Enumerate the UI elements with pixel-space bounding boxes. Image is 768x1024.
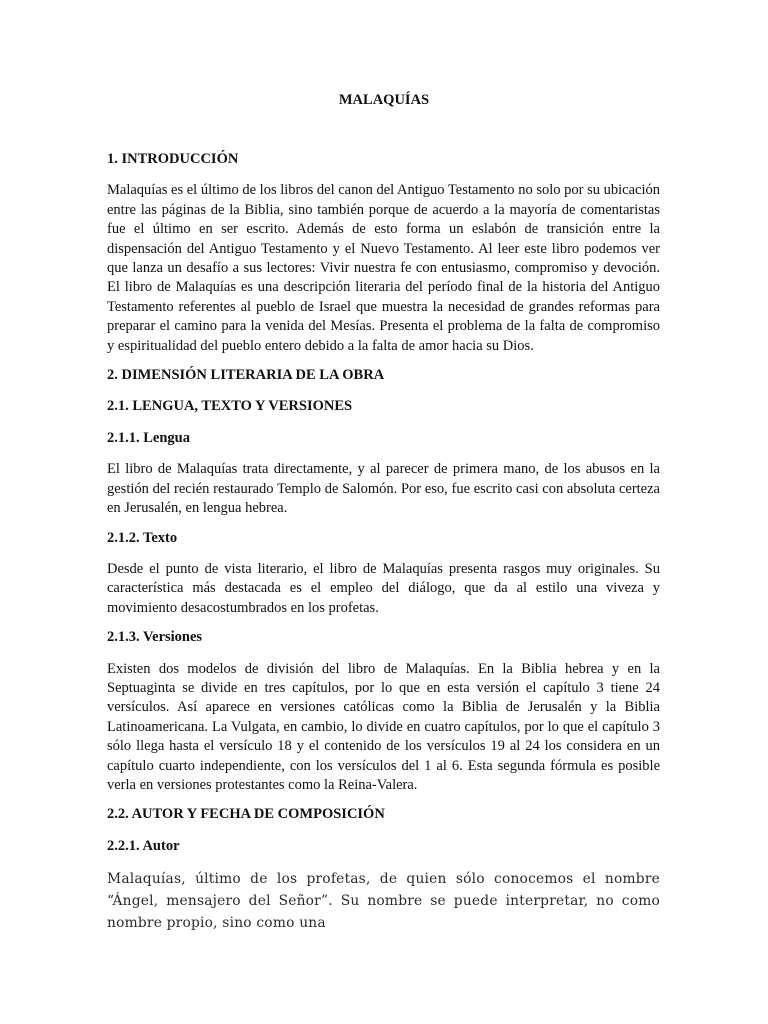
paragraph-lengua: El libro de Malaquías trata directamente, y al parecer de primera mano, de los abusos en la gestión del recién restaurado Templo de Salomón. Por eso, fue escrito casi con absoluta certeza en Jerusalén, en lengua hebrea.	[107, 461, 660, 517]
heading-lengua-texto-versiones: 2.1. LENGUA, TEXTO Y VERSIONES	[107, 398, 353, 415]
heading-autor: 2.2.1. Autor	[107, 837, 180, 854]
heading-lengua: 2.1.1. Lengua	[107, 429, 190, 446]
heading-dimension-literaria: 2. DIMENSIÓN LITERARIA DE LA OBRA	[107, 367, 385, 384]
document-body	[107, 150, 660, 934]
heading-introduccion: 1. INTRODUCCIÓN	[107, 151, 239, 167]
paragraph-texto: Desde el punto de vista literario, el libro de Malaquías presenta rasgos muy originales. Su característica más destacada es el empleo del diálogo, que da al estilo una viveza y movimiento desacostumbrados en los profetas.	[107, 560, 660, 616]
heading-versiones: 2.1.3. Versiones	[107, 629, 203, 646]
document-title: MALAQUÍAS	[338, 92, 430, 108]
heading-texto: 2.1.2. Texto	[107, 529, 178, 546]
paragraph-autor: Malaquías, último de los profetas, de quien sólo conocemos el nombre “Ángel, mensajero del Señor”. Su nombre se puede interpretar, no como nombre propio, sino como una	[107, 871, 660, 932]
paragraph-introduccion: Malaquías es el último de los libros del canon del Antiguo Testamento no solo por su ubicación entre las páginas de la Biblia, sino también porque de acuerdo a la mayoría de comentaristas fue el último en ser escrito. Además de esto forma un eslabón de transición entre la dispensación del Antiguo Testamento y el Nuevo Testamento. Al leer este libro podemos ver que lanza un desafío a sus lectores: Vivir nuestra fe con entusiasmo, compromiso y devoción. El libro de Malaquías es una descripción literaria del período final de la historia del Antiguo Testamento referentes al pueblo de Israel que muestra la necesidad de grandes reformas para preparar el camino para la venida del Mesías. Presenta el problema de la falta de compromiso y espiritualidad del pueblo entero debido a la falta de amor hacia su Dios.	[107, 182, 660, 354]
heading-autor-fecha: 2.2. AUTOR Y FECHA DE COMPOSICIÓN	[107, 806, 385, 823]
paragraph-versiones: Existen dos modelos de división del libro de Malaquías. En la Biblia hebrea y en la Septuaginta se divide en tres capítulos, por lo que en esta versión el capítulo 3 tiene 24 versículos. Así aparece en versiones católicas como la Biblia de Jerusalén y la Biblia Latinoamericana. La Vulgata, en cambio, lo divide en cuatro capítulos, por lo que el capítulo 3 sólo llega hasta el versículo 18 y el contenido de los versículos 19 al 24 los considera en un capítulo cuarto independiente, con los versículos del 1 al 6. Esta segunda fórmula es posible verla en versiones protestantes como la Reina-Valera.	[107, 660, 660, 793]
